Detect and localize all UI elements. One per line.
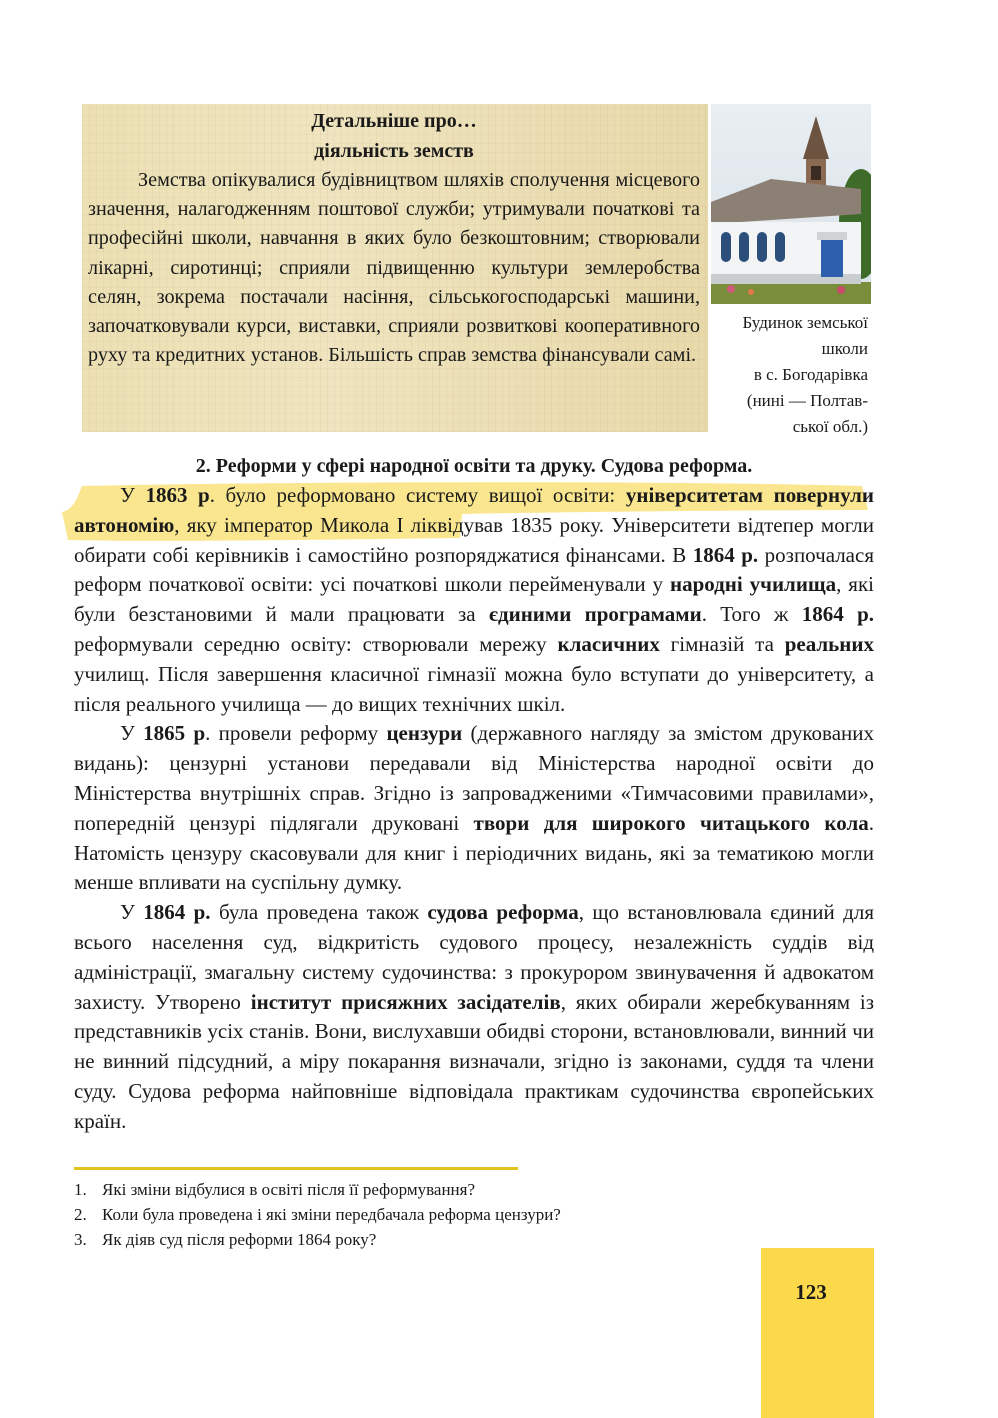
caption-line: школи — [821, 339, 868, 358]
caption-line: в с. Богодарівка — [753, 365, 868, 384]
paragraph-education — [74, 481, 874, 719]
section-heading: 2. Реформи у сфері народної освіти та друку. Судова реформа. — [195, 455, 753, 477]
details-box-text: Земства опікувалися будівництвом шляхів сполучення місцевого значення, налагодженням поштової служби; утримували початкові та професійні школи, навчання в яких було безкоштовним; створювали лікарні, сиротинці; сприяли підвищенню культури землеробства селян, зокрема постачали насіння, сільськогосподарські машини, започатковували курси, виставки, сприяли розвиткові кооперативного руху та кредитних установ. Більшість справ земства фінансували самі. — [88, 169, 700, 367]
bold-run: 1865 р — [143, 721, 206, 746]
question-number: 3. — [74, 1230, 87, 1249]
question-text: Які зміни відбулися в освіті після її реформування? — [102, 1180, 476, 1199]
question-item — [74, 1227, 774, 1252]
bold-run: єдиними програмами — [488, 602, 702, 627]
text-run: У — [120, 900, 144, 925]
text-run: . провели реформу — [205, 721, 387, 746]
question-text: Як діяв суд після реформи 1864 року? — [102, 1230, 377, 1249]
school-photo — [711, 104, 871, 304]
bold-run: цензури — [386, 721, 463, 746]
text-run: . Натомість цензуру скасовували для книг і періодичних видань, які за тематикою могли менше впливати на суспільну думку. — [74, 810, 874, 895]
page-number: 123 — [795, 1280, 827, 1304]
main-text — [74, 481, 874, 1137]
bold-run: твори для широкого читацького кола — [473, 810, 869, 835]
text-run: реформували середню освіту: створювали мережу — [74, 631, 558, 656]
bold-run: 1864 р. — [692, 542, 759, 567]
question-item — [74, 1202, 774, 1227]
caption-line: ської обл.) — [792, 417, 868, 436]
question-number: 2. — [74, 1205, 87, 1224]
text-run: , яку імператор Микола І ліквідував 1835 року. Університети відтепер могли обирати собі керівників і самостійно розпоряджатися фінансами. В — [74, 512, 874, 567]
photo-caption — [712, 310, 868, 440]
text-run: . було реформовано систему вищої освіти: — [209, 483, 626, 507]
text-run: гімназій та — [659, 631, 785, 656]
bold-run: класичних — [557, 631, 660, 656]
details-box-subtitle: діяльність земств — [314, 140, 474, 162]
details-box — [82, 104, 708, 432]
page-number-tab — [761, 1248, 874, 1418]
text-run: , які були безстановими й мали працювати за — [74, 572, 874, 627]
caption-line: (нині — Полтав- — [746, 391, 868, 410]
caption-line: Будинок земської — [742, 313, 868, 332]
bold-run: 1864 р. — [801, 602, 874, 627]
text-run: У — [120, 483, 146, 507]
text-run: , що встановлювала єдиний для всього населення суд, відкритість судового процесу, незалежність суддів від адміністрації, змагальну систему судочинства: з прокурором звинувачення й адвокатом захисту. Утворено — [74, 900, 874, 1014]
bold-run: 1863 р — [145, 483, 210, 507]
question-item — [74, 1177, 774, 1202]
details-box-title: Детальніше про… — [311, 110, 477, 132]
text-run: (державного нагляду за змістом друкованих видань): цензурні установи передавали від Міністерства народної освіти до Міністерства внутрішніх справ. Згідно із запровадженими «Тимчасовими правилами», попередній цензурі підлягали друковані — [74, 721, 874, 835]
question-text: Коли була проведена і які зміни передбачала реформа цензури? — [102, 1205, 561, 1224]
bold-run: університетам повернули автономію — [74, 483, 874, 537]
text-run: . Того ж — [701, 602, 802, 627]
paragraph-censorship — [74, 719, 874, 898]
text-run: була проведена також — [210, 900, 428, 925]
bold-run: народні училища — [669, 572, 837, 597]
text-run: училищ. Після завершення класичної гімназії можна було вступати до університету, а після реального училища — до вищих технічних шкіл. — [74, 661, 874, 716]
bold-run: 1864 р. — [143, 900, 211, 925]
bold-run: судова реформа — [427, 900, 579, 925]
bold-run: реальних — [784, 631, 874, 656]
questions-divider — [74, 1167, 518, 1170]
bold-run: інститут присяжних засідателів — [250, 989, 561, 1014]
paragraph-judicial — [74, 898, 874, 1136]
text-run: , яких обирали жеребкуванням із представників усіх станів. Вони, вислухавши обидві сторони, встановлювали, винний чи не винний підсудний, а міру покарання визначали, згідно із законами, суддя та члени суду. Судова реформа найповніше відповідала практикам судочинства європейських країн. — [74, 989, 874, 1133]
text-run: розпочалася реформ початкової освіти: усі початкові школи перейменували у — [74, 542, 874, 597]
school-building-image — [711, 104, 871, 304]
text-run: У — [120, 721, 144, 746]
questions-list — [74, 1177, 774, 1252]
question-number: 1. — [74, 1180, 87, 1199]
